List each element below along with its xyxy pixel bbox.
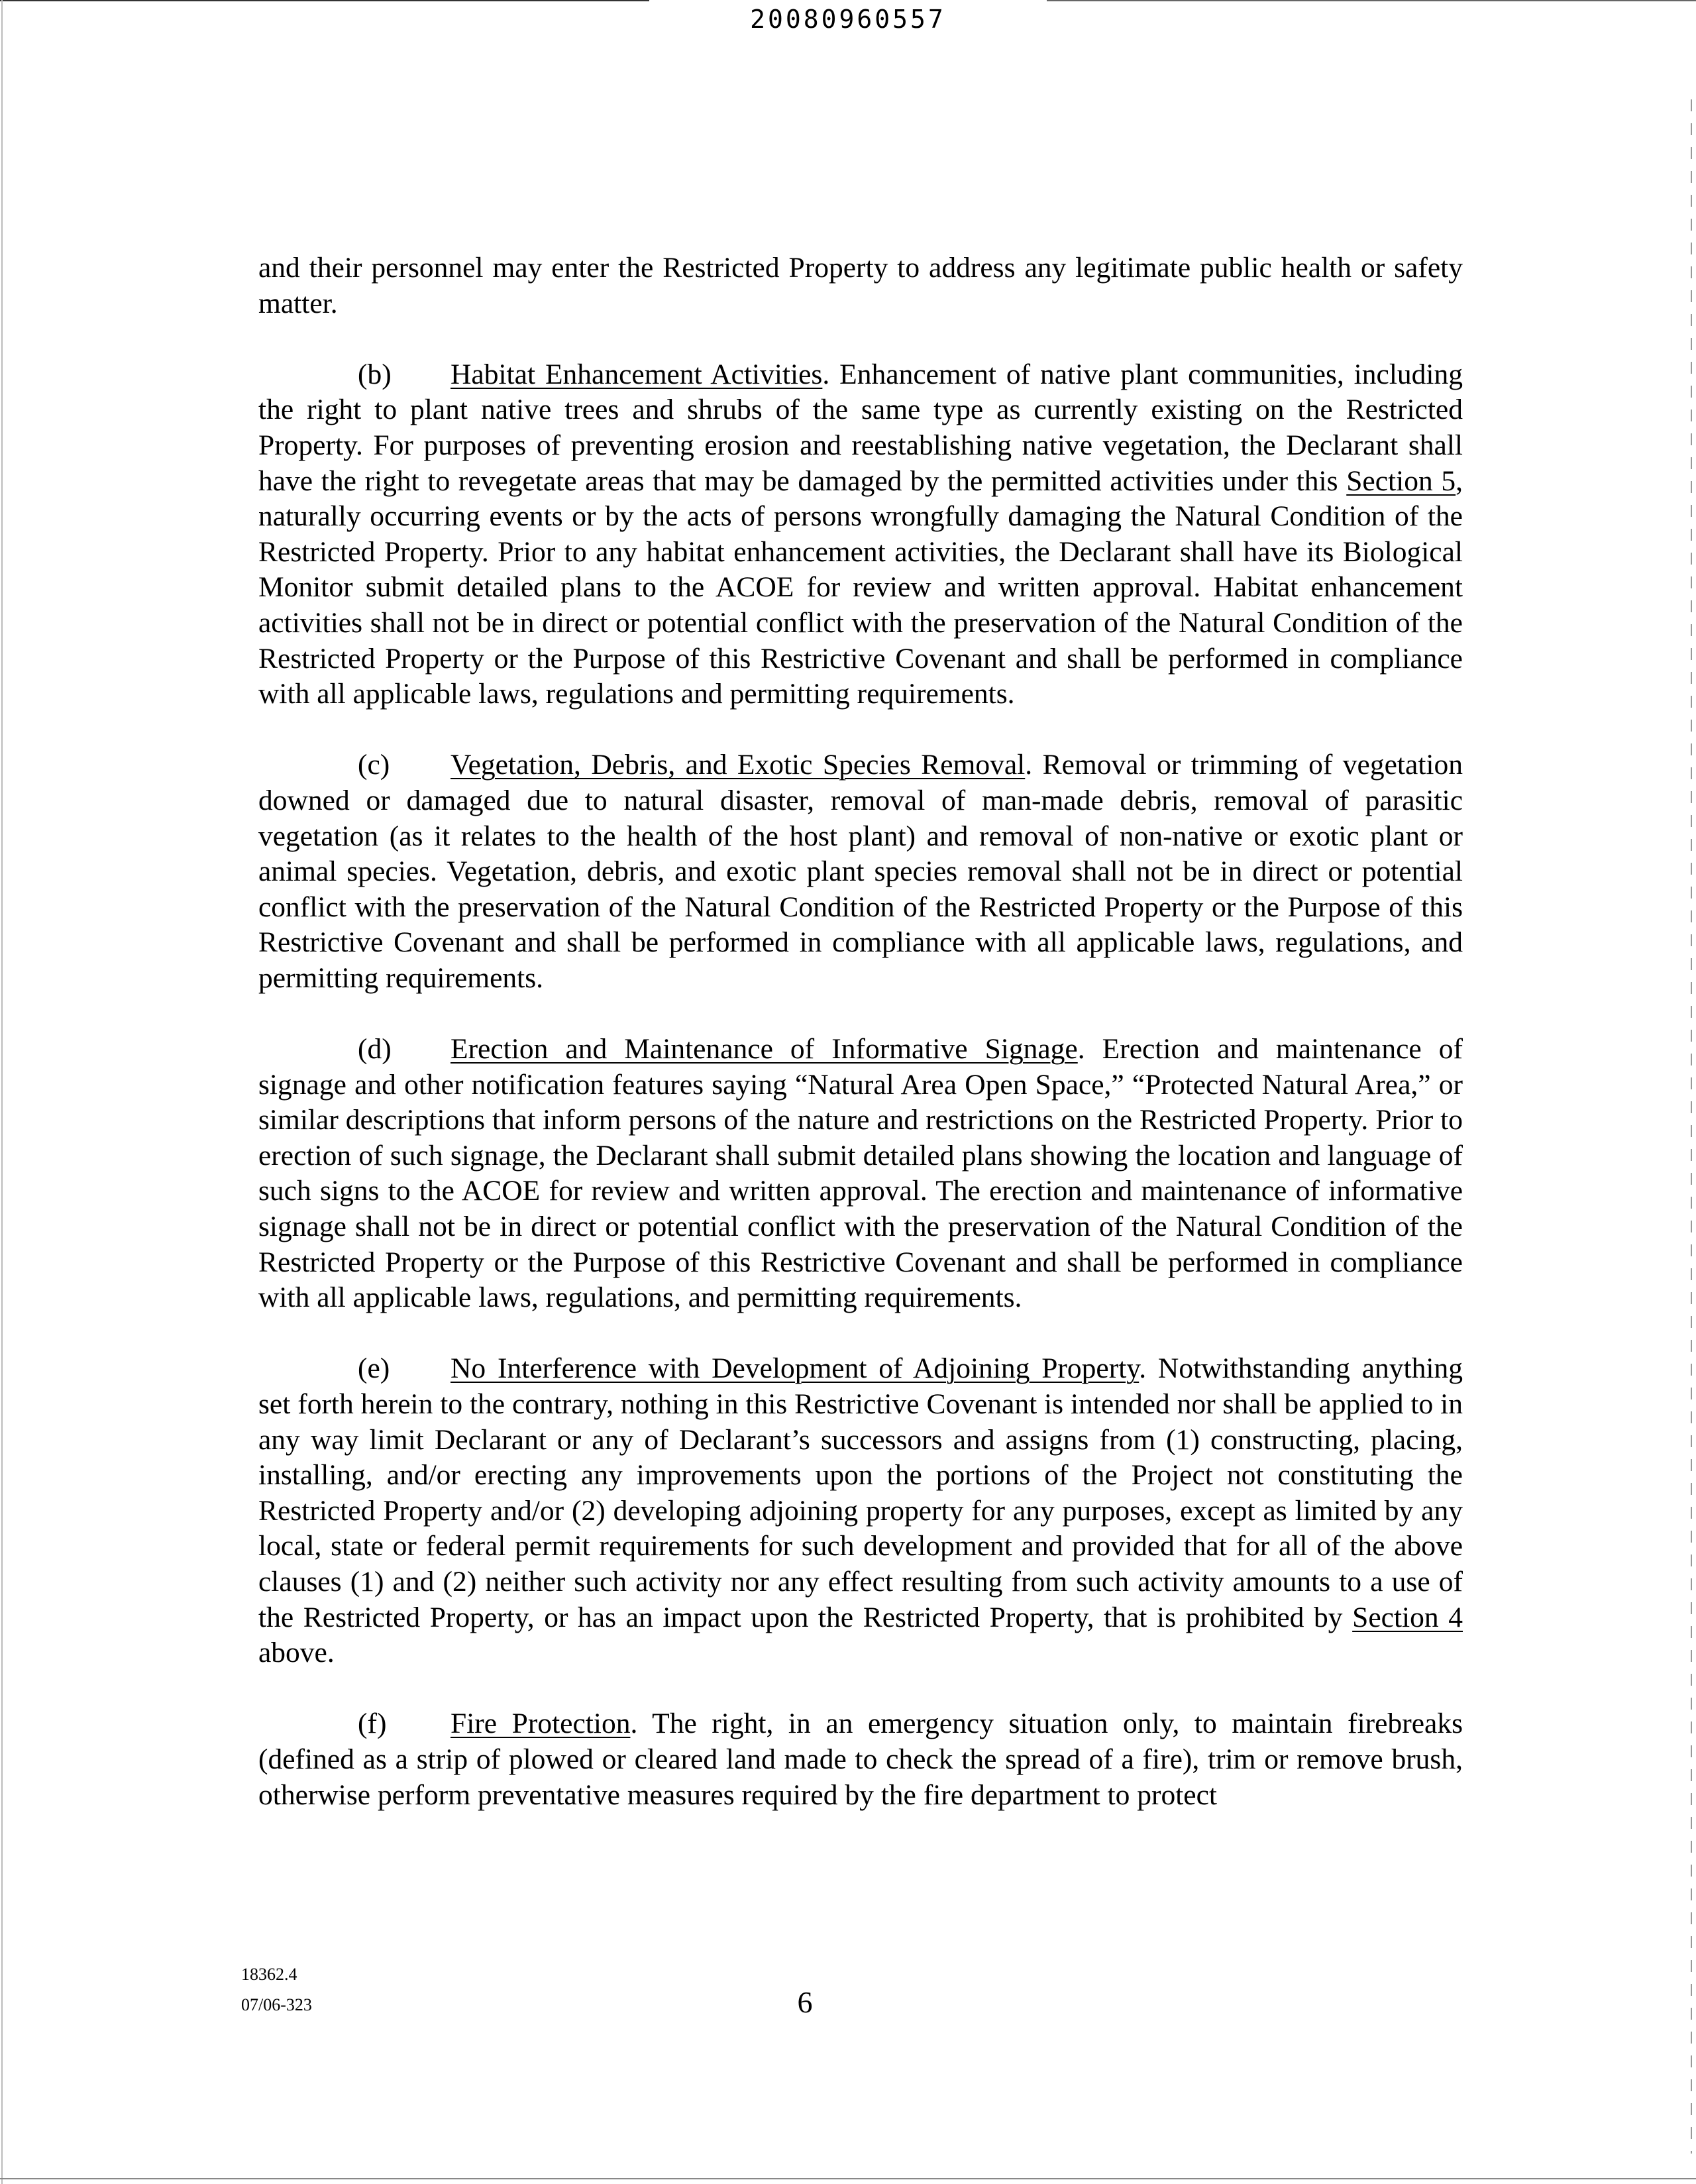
paragraph-heading: Fire Protection <box>450 1708 631 1740</box>
paragraph-heading: Habitat Enhancement Activities <box>450 358 823 390</box>
paragraph-label: (c) <box>358 749 390 781</box>
document-body <box>258 250 1463 1849</box>
paragraph-label: (e) <box>358 1352 390 1385</box>
recording-document-number: 20080960557 <box>750 5 946 34</box>
section-reference: Section 4 <box>1352 1601 1463 1633</box>
intro-fragment: and their personnel may enter the Restricted Property to address any legitimate public health or safety matter. <box>258 252 1463 319</box>
paragraph-text: . Removal or trimming of vegetation downed or damaged due to natural disaster, removal of man-made debris, removal of parasitic vegetation (as it relates to the health of the host plant) and removal of non-native or exotic plant or animal species. Vegetation, debris, and exotic plant species removal shall not be in direct or potential conflict with the preservation of the Natural Condition of the Restricted Property or the Purpose of this Restrictive Covenant and shall be performed in compliance with all applicable laws, regulations, and permitting requirements. <box>258 749 1463 994</box>
paragraph-c <box>258 747 1463 996</box>
scan-edge-top-right <box>1047 0 1696 1</box>
paragraph-label: (d) <box>358 1033 392 1065</box>
paragraph-d <box>258 1032 1463 1316</box>
page-number: 6 <box>797 1985 813 2019</box>
paragraph-label: (b) <box>358 358 392 390</box>
paragraph-label: (f) <box>358 1708 387 1740</box>
paragraph-text-continued: above. <box>258 1637 335 1669</box>
paragraph-e <box>258 1351 1463 1670</box>
section-reference: Section 5 <box>1346 464 1456 497</box>
paragraph-text: . Enhancement of native plant communities, including the right to plant native trees and shrubs of the same type as currently existing on the Restricted Property. For purposes of preventing erosion and reestablishing native vegetation, the Declarant shall have the right to revegetate areas that may be damaged by the permitted activities under this <box>258 358 1463 497</box>
paragraph-text: . The right, in an emergency situation only, to maintain firebreaks (defined as a strip of plowed or cleared land made to check the spread of a fire), trim or remove brush, otherwise perform preventative measures required by the fire department to protect <box>258 1708 1463 1811</box>
paragraph-text: . Notwithstanding anything set forth herein to the contrary, nothing in this Restrictive Covenant is intended nor shall be applied to in any way limit Declarant or any of Declarant’s successors and assigns from (1) constructing, placing, installing, and/or erecting any improvements upon the portions of the Project not constituting the Restricted Property and/or (2) developing adjoining property for any purposes, except as limited by any local, state or federal permit requirements for such development and provided that for all of the above clauses (1) and (2) neither such activity nor any effect resulting from such activity amounts to a use of the Restricted Property, or has an impact upon the Restricted Property, that is prohibited by <box>258 1352 1463 1633</box>
paragraph-heading: No Interference with Development of Adjoining Property <box>450 1352 1140 1385</box>
scan-edge-top-left <box>0 0 649 1</box>
paragraph-text-continued: , naturally occurring events or by the acts of persons wrongfully damaging the Natural Condition of the Restricted Property. Prior to any habitat enhancement activities, the Declarant shall have its Biological Monitor submit detailed plans to the ACOE for review and written approval. Habitat enhancement activities shall not be in direct or potential conflict with the preservation of the Natural Condition of the Restricted Property or the Purpose of this Restrictive Covenant and shall be performed in compliance with all applicable laws, regulations and permitting requirements. <box>258 464 1463 710</box>
paragraph-heading: Vegetation, Debris, and Exotic Species Removal <box>450 749 1026 781</box>
paragraph-f <box>258 1706 1463 1813</box>
footer-reference-code: 07/06-323 <box>241 1995 312 2014</box>
paragraph-text: . Erection and maintenance of signage and other notification features saying “Natural Area Open Space,” “Protected Natural Area,” or similar descriptions that inform persons of the nature and restrictions on the Restricted Property. Prior to erection of such signage, the Declarant shall submit detailed plans showing the location and language of such signs to the ACOE for review and written approval. The erection and maintenance of informative signage shall not be in direct or potential conflict with the preservation of the Natural Condition of the Restricted Property or the Purpose of this Restrictive Covenant and shall be performed in compliance with all applicable laws, regulations, and permitting requirements. <box>258 1033 1463 1314</box>
footer-reference-number: 18362.4 <box>241 1965 297 1984</box>
paragraph-b <box>258 357 1463 712</box>
scan-edge-left <box>1 0 3 2184</box>
scan-edge-bottom <box>0 2178 1696 2179</box>
paragraph-heading: Erection and Maintenance of Informative Signage <box>450 1033 1078 1065</box>
scan-edge-right <box>1691 99 1692 2154</box>
